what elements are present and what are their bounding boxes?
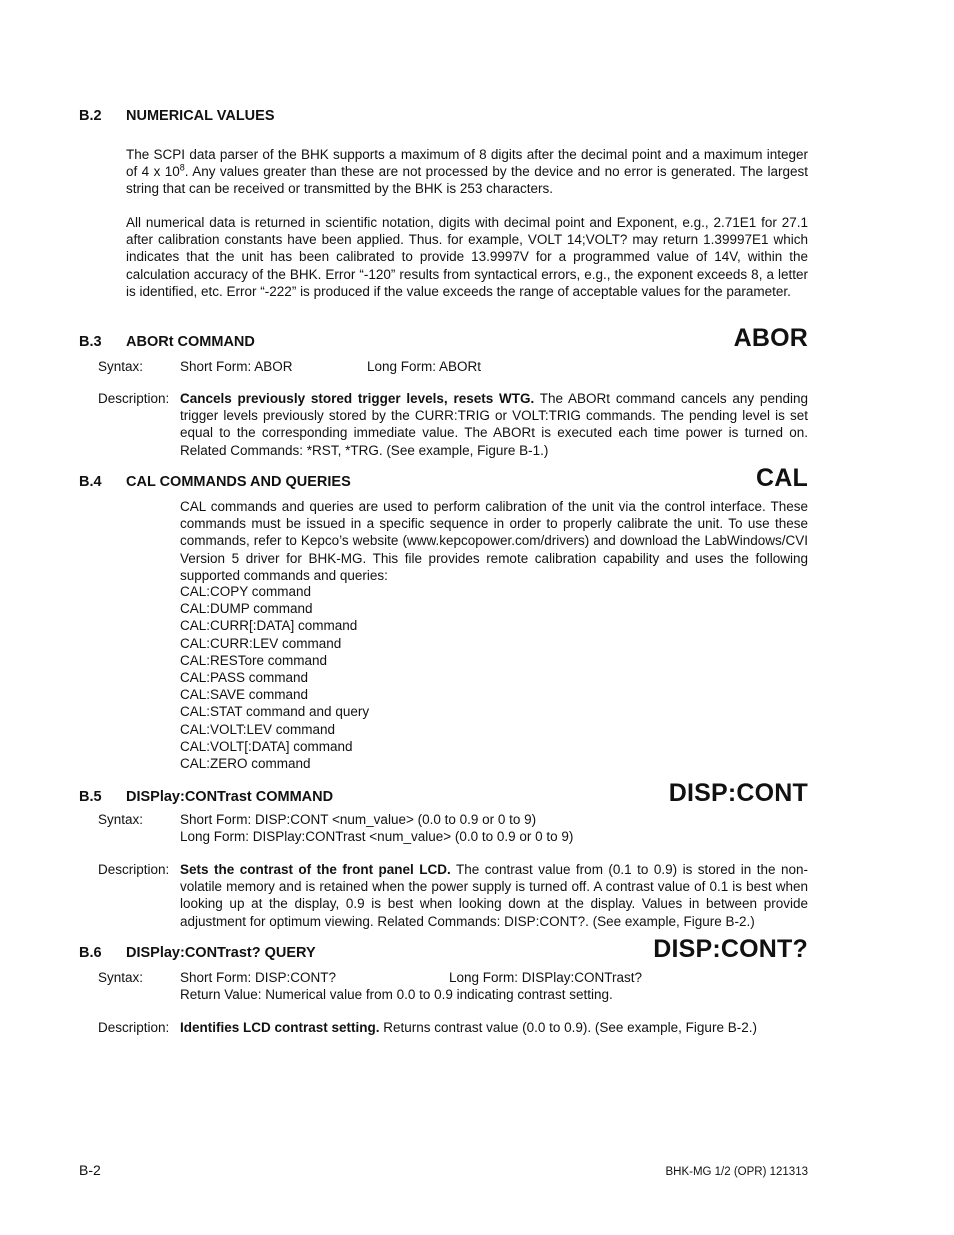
return-value: Return Value: Numerical value from 0.0 to 0.9 indicating contrast setting.	[180, 987, 613, 1002]
section-number: B.5	[79, 789, 102, 805]
list-item: CAL:CURR:LEV command	[180, 635, 342, 651]
short-form: Short Form: ABOR	[180, 359, 293, 374]
numerical-values-paragraph-1: The SCPI data parser of the BHK supports a maximum of 8 digits after the decimal point and a maximum integer of 4 x $10^8$. Any values greater than these are not processed by the device and no error is generated. The largest string that can be received or transmitted by the BHK is 253 characters.	[126, 147, 808, 197]
section-heading-b5	[79, 789, 333, 805]
command-label-disp-cont-query: DISP:CONT?	[653, 935, 808, 963]
page-number: B-2	[79, 1162, 101, 1178]
list-item: CAL:PASS command	[180, 670, 309, 686]
description-label: Description:	[98, 391, 170, 406]
long-form: Long Form: ABORt	[367, 359, 482, 374]
cal-intro: CAL commands and queries are used to perform calibration of the unit via the control interface. These commands must be issued in a specific sequence in order to properly calibrate the unit. To use these commands, refer to Kepco’s website (www.kepcopower.com/drivers) and download the LabWindows/CVI Version 5 driver for BHK-MG. This file provides remote calibration capability and uses the following supported commands and queries:	[180, 499, 808, 583]
numerical-values-paragraph-2: All numerical data is returned in scientific notation, digits with decimal point and Exponent, e.g., 2.71E1 for 27.1 after calibration constants have been applied. Thus. for example, VOLT 14;VOLT? may return 1.39997E1 which indicates that the unit has been calibrated to provide 13.9997V for a programmed value of 14V, within the calculation accuracy of the BHK. Error “-120” results from syntactical errors, e.g., the exponent exceeds 8, a letter is identified, etc. Error “-222” is produced if the value exceeds the range of acceptable values for the parameter.	[126, 215, 808, 299]
list-item: CAL:ZERO command	[180, 756, 311, 772]
command-label-abor: ABOR	[733, 324, 808, 352]
list-item: CAL:SAVE command	[180, 687, 309, 703]
short-form: Short Form: DISP:CONT <num_value> (0.0 to 0.9 or 0 to 9)	[180, 812, 537, 827]
section-number: B.6	[79, 945, 102, 961]
list-item: CAL:RESTore command	[180, 652, 328, 668]
section-title: DISPlay:CONTrast? QUERY	[126, 945, 316, 961]
list-item: CAL:VOLT:LEV command	[180, 721, 336, 737]
section-title: ABORt COMMAND	[126, 334, 255, 350]
document-id: BHK-MG 1/2 (OPR) 121313	[665, 1166, 808, 1178]
list-item: CAL:STAT command and query	[180, 704, 370, 720]
section-heading-b6	[79, 945, 316, 961]
section-title: CAL COMMANDS AND QUERIES	[126, 474, 351, 490]
section-number: B.4	[79, 474, 102, 490]
list-item: CAL:CURR[:DATA] command	[180, 618, 358, 634]
long-form: Long Form: DISPlay:CONTrast?	[449, 970, 643, 985]
syntax-label: Syntax:	[98, 970, 144, 985]
list-item: CAL:VOLT[:DATA] command	[180, 738, 353, 754]
section-title: DISPlay:CONTrast COMMAND	[126, 789, 334, 805]
section-title: NUMERICAL VALUES	[126, 108, 275, 124]
list-item: CAL:DUMP command	[180, 601, 313, 617]
command-label-disp-cont: DISP:CONT	[668, 779, 808, 807]
description-label: Description:	[98, 862, 170, 877]
command-label-cal: CAL	[756, 464, 808, 492]
section-heading-b2	[79, 108, 275, 124]
section-number: B.3	[79, 334, 102, 350]
disp-cont-description: Sets the contrast of the front panel LCD. The contrast value from (0.1 to 0.9) is stored in the non-volatile memory and is retained when the power supply is turned off. A contrast value of 0.1 is best when looking up at the display, 0.9 is best when looking down at the display. Values in between provide adjustment for optimum viewing. Related Commands: DISP:CONT?. (See example, Figure B-2.)	[180, 862, 808, 929]
syntax-label: Syntax:	[98, 359, 144, 374]
description-label: Description:	[98, 1020, 170, 1035]
long-form: Long Form: DISPlay:CONTrast <num_value> (0.0 to 0.9 or 0 to 9)	[180, 829, 574, 844]
cal-command-list	[180, 583, 369, 772]
short-form: Short Form: DISP:CONT?	[180, 970, 337, 985]
list-item: CAL:COPY command	[180, 584, 312, 599]
section-heading-b3	[79, 334, 255, 350]
section-heading-b4	[79, 474, 351, 490]
section-number: B.2	[79, 108, 102, 124]
syntax-label: Syntax:	[98, 812, 144, 827]
disp-cont-query-description: Identifies LCD contrast setting. Returns contrast value (0.0 to 0.9). (See example, Figure B-2.)	[180, 1020, 757, 1035]
abor-description: Cancels previously stored trigger levels, resets WTG. The ABORt command cancels any pending trigger levels previously stored by the CURR:TRIG or VOLT:TRIG commands. The pending level is set equal to the corresponding immediate value. The ABORt is executed each time power is turned on. Related Commands: *RST, *TRG. (See example, Figure B-1.)	[180, 391, 808, 458]
